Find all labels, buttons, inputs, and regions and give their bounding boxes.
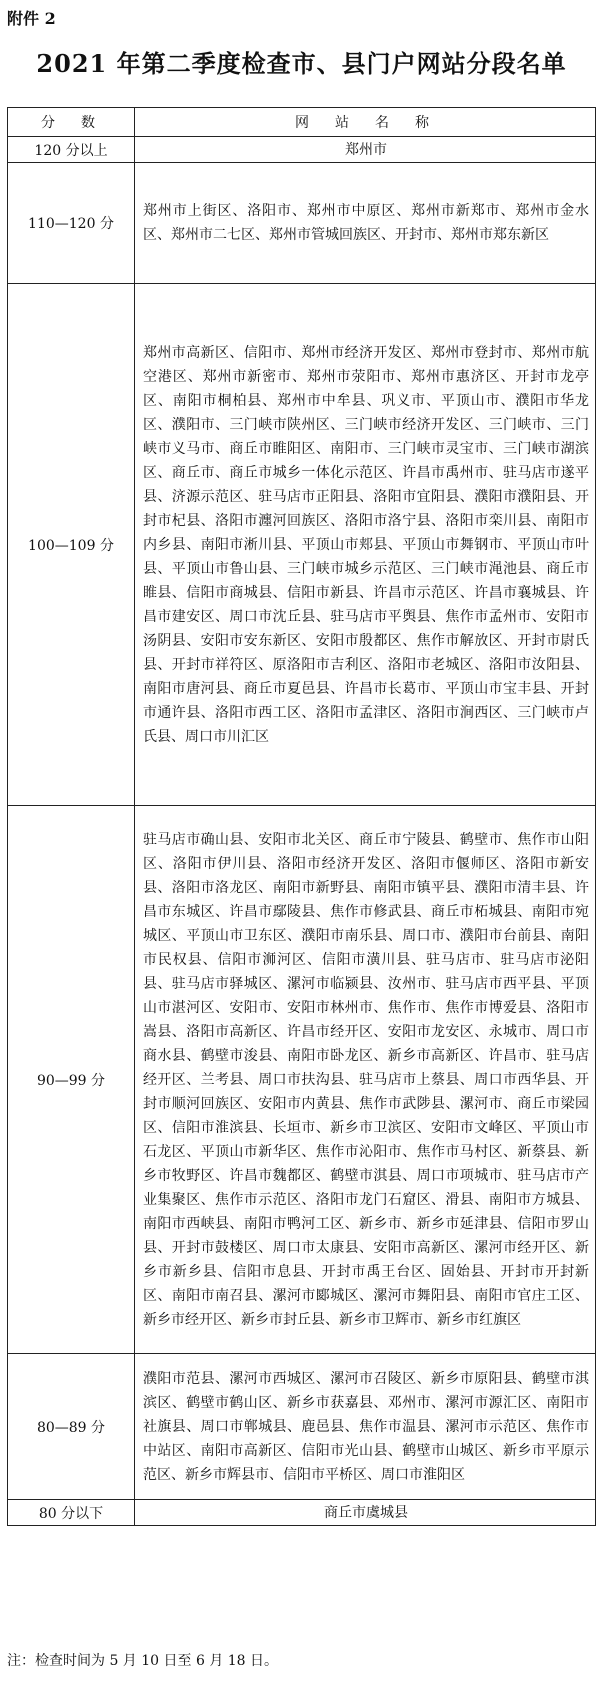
table-row [8, 1500, 596, 1526]
footnote: 注：检查时间为 5 月 10 日至 6 月 18 日。 [7, 1653, 279, 1669]
site-list: 濮阳市范县、漯河市西城区、漯河市召陵区、新乡市原阳县、鹤壁市淇滨区、鹤壁市鹤山区、新乡市获嘉县、邓州市、漯河市源汇区、南阳市社旗县、周口市郸城县、鹿邑县、焦作市温县、漯河市示范区、焦作市中站区、南阳市高新区、信阳市光山县、鹤壁市山城区、新乡市平原示范区、新乡市辉县市、信阳市平桥区、周口市淮阳区 [135, 1354, 596, 1500]
table-row [8, 284, 596, 806]
table-header-row [8, 108, 596, 137]
site-list: 郑州市 [135, 137, 596, 163]
table-row [8, 1354, 596, 1500]
site-list: 驻马店市确山县、安阳市北关区、商丘市宁陵县、鹤壁市、焦作市山阳区、洛阳市伊川县、洛阳市经济开发区、洛阳市偃师区、洛阳市新安县、洛阳市洛龙区、南阳市新野县、南阳市镇平县、濮阳市清丰县、许昌市东城区、许昌市鄢陵县、焦作市修武县、商丘市柘城县、南阳市宛城区、平顶山市卫东区、濮阳市南乐县、周口市、濮阳市台前县、南阳市民权县、信阳市浉河区、信阳市潢川县、驻马店市、驻马店市泌阳县、驻马店市驿城区、漯河市临颍县、汝州市、驻马店市西平县、平顶山市湛河区、安阳市、安阳市林州市、焦作市、焦作市博爱县、洛阳市嵩县、洛阳市高新区、许昌市经开区、安阳市龙安区、永城市、周口市商水县、鹤壁市浚县、南阳市卧龙区、新乡市高新区、许昌市、驻马店经开区、兰考县、周口市扶沟县、驻马店市上蔡县、周口市西华县、开封市顺河回族区、安阳市内黄县、焦作市武陟县、漯河市、商丘市梁园区、信阳市淮滨县、长垣市、新乡市卫滨区、安阳市文峰区、平顶山市石龙区、平顶山市新华区、焦作市沁阳市、焦作市马村区、新蔡县、新乡市牧野区、许昌市魏都区、鹤壁市淇县、周口市项城市、驻马店市产业集聚区、焦作市示范区、洛阳市龙门石窟区、滑县、南阳市方城县、南阳市西峡县、南阳市鸭河工区、新乡市、新乡市延津县、信阳市罗山县、开封市鼓楼区、周口市太康县、安阳市高新区、漯河市经开区、新乡市新乡县、信阳市息县、开封市禹王台区、固始县、开封市开封新区、南阳市南召县、漯河市郾城区、漯河市舞阳县、南阳市官庄工区、新乡市经开区、新乡市封丘县、新乡市卫辉市、新乡市红旗区 [135, 806, 596, 1354]
table-row [8, 806, 596, 1354]
column-header-score: 分 数 [8, 108, 135, 137]
ranking-table [7, 107, 596, 1526]
table-row [8, 163, 596, 284]
site-list: 郑州市上街区、洛阳市、郑州市中原区、郑州市新郑市、郑州市金水区、郑州市二七区、郑州市管城回族区、开封市、郑州市郑东新区 [135, 163, 596, 284]
score-band: 90—99 分 [8, 806, 135, 1354]
score-band: 110—120 分 [8, 163, 135, 284]
site-list: 郑州市高新区、信阳市、郑州市经济开发区、郑州市登封市、郑州市航空港区、郑州市新密市、郑州市荥阳市、郑州市惠济区、开封市龙亭区、南阳市桐柏县、郑州市中牟县、巩义市、平顶山市、濮阳市华龙区、濮阳市、三门峡市陕州区、三门峡市经济开发区、三门峡市、三门峡市义马市、商丘市睢阳区、南阳市、三门峡市灵宝市、三门峡市湖滨区、商丘市、商丘市城乡一体化示范区、许昌市禹州市、驻马店市遂平县、济源示范区、驻马店市正阳县、洛阳市宜阳县、濮阳市濮阳县、开封市杞县、洛阳市瀍河回族区、洛阳市洛宁县、洛阳市栾川县、南阳市内乡县、南阳市淅川县、平顶山市郏县、平顶山市舞钢市、平顶山市叶县、平顶山市鲁山县、三门峡市城乡示范区、三门峡市渑池县、商丘市睢县、信阳市商城县、信阳市新县、许昌市示范区、许昌市襄城县、许昌市建安区、周口市沈丘县、驻马店市平舆县、焦作市孟州市、安阳市汤阴县、安阳市安东新区、安阳市殷都区、焦作市解放区、开封市尉氏县、开封市祥符区、原洛阳市吉利区、洛阳市老城区、洛阳市汝阳县、南阳市唐河县、商丘市夏邑县、许昌市长葛市、平顶山市宝丰县、开封市通许县、洛阳市西工区、洛阳市孟津区、洛阳市涧西区、三门峡市卢氏县、周口市川汇区 [135, 284, 596, 806]
document-title: 2021 年第二季度检查市、县门户网站分段名单 [36, 49, 567, 78]
attachment-label: 附件 2 [7, 9, 56, 28]
table-row [8, 137, 596, 163]
score-band: 80—89 分 [8, 1354, 135, 1500]
column-header-sites: 网 站 名 称 [135, 108, 596, 137]
score-band: 100—109 分 [8, 284, 135, 806]
site-list: 商丘市虞城县 [135, 1500, 596, 1526]
score-band: 80 分以下 [8, 1500, 135, 1526]
score-band: 120 分以上 [8, 137, 135, 163]
